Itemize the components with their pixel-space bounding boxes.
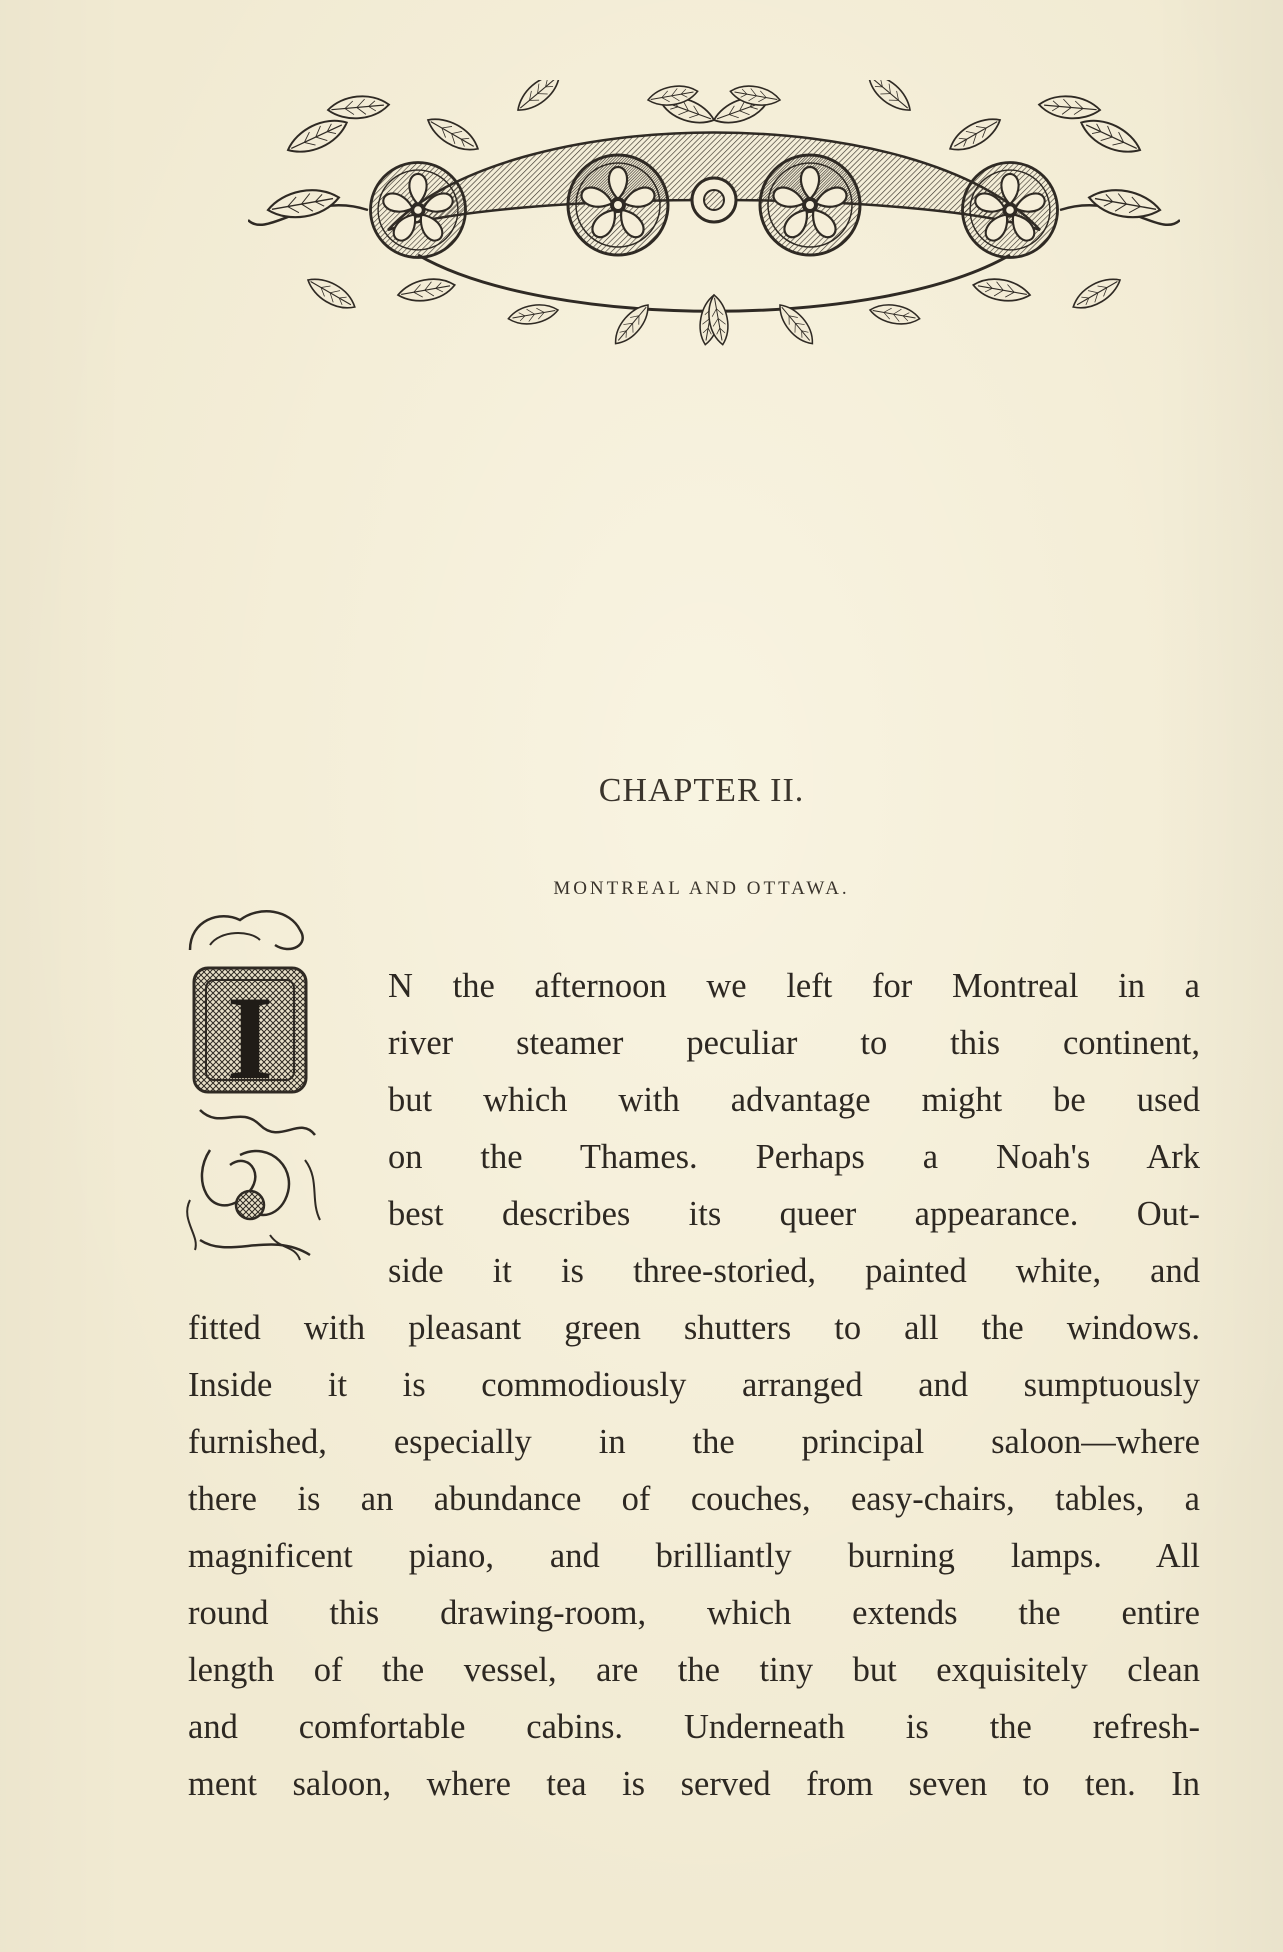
floral-headpiece-ornament: [248, 80, 1180, 350]
body-paragraph: [188, 958, 1200, 1813]
text-line: round this drawing-room, which extends the entire: [188, 1594, 1200, 1632]
text-line: length of the vessel, are the tiny but exquisitely clean: [188, 1651, 1200, 1689]
text-line: ment saloon, where tea is served from seven to ten. In: [188, 1765, 1200, 1803]
chapter-subtitle: MONTREAL AND OTTAWA.: [553, 878, 850, 899]
chapter-title: CHAPTER II.: [598, 772, 805, 809]
text-line: furnished, especially in the principal saloon—where: [188, 1423, 1200, 1461]
drop-cap-space: [188, 958, 388, 1298]
text-line: fitted with pleasant green shutters to all the windows.: [188, 1309, 1200, 1347]
text-line: there is an abundance of couches, easy-chairs, tables, a: [188, 1480, 1200, 1518]
text-line: N the afternoon we left for Montreal in a: [388, 967, 1200, 1005]
text-line: on the Thames. Perhaps a Noah's Ark: [388, 1138, 1200, 1176]
text-line: river steamer peculiar to this continent,: [388, 1024, 1200, 1062]
drop-cap-letter: I: [226, 971, 274, 1104]
text-line: but which with advantage might be used: [388, 1081, 1200, 1119]
text-line: side it is three-storied, painted white, and: [388, 1252, 1200, 1290]
text-line: magnificent piano, and brilliantly burning lamps. All: [188, 1537, 1200, 1575]
text-line: and comfortable cabins. Underneath is the refresh-: [188, 1708, 1200, 1746]
text-line: best describes its queer appearance. Out-: [388, 1195, 1200, 1233]
text-line: Inside it is commodiously arranged and sumptuously: [188, 1366, 1200, 1404]
